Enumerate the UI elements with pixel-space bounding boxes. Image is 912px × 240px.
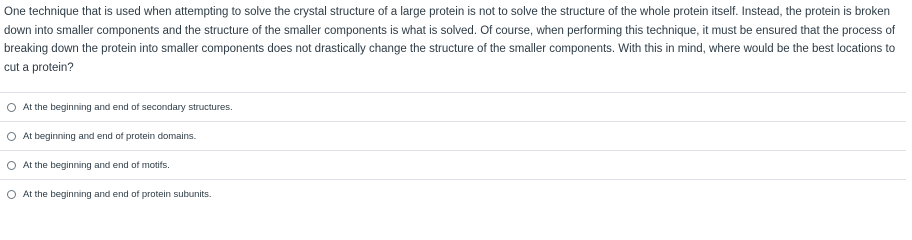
radio-button[interactable]	[7, 161, 16, 170]
radio-button[interactable]	[7, 132, 16, 141]
answer-label: At the beginning and end of secondary structures.	[23, 101, 233, 113]
answer-option[interactable]	[0, 179, 906, 208]
answer-option[interactable]	[0, 92, 906, 121]
radio-button[interactable]	[7, 103, 16, 112]
question-text: One technique that is used when attempting to solve the crystal structure of a large protein is not to solve the structure of the whole protein itself. Instead, the protein is broken down into smaller components and the structure of the smaller components is what is solved. Of course, when performing this technique, it must be ensured that the process of breaking down the protein into smaller components does not drastically change the structure of the smaller components. With this in mind, where would be the best locations to cut a protein?	[4, 6, 896, 74]
answer-label: At the beginning and end of protein subunits.	[23, 188, 212, 200]
answer-label: At beginning and end of protein domains.	[23, 130, 197, 142]
radio-button[interactable]	[7, 190, 16, 199]
answer-list	[0, 92, 906, 208]
answer-option[interactable]	[0, 121, 906, 150]
answer-option[interactable]	[0, 150, 906, 179]
answer-label: At the beginning and end of motifs.	[23, 159, 170, 171]
